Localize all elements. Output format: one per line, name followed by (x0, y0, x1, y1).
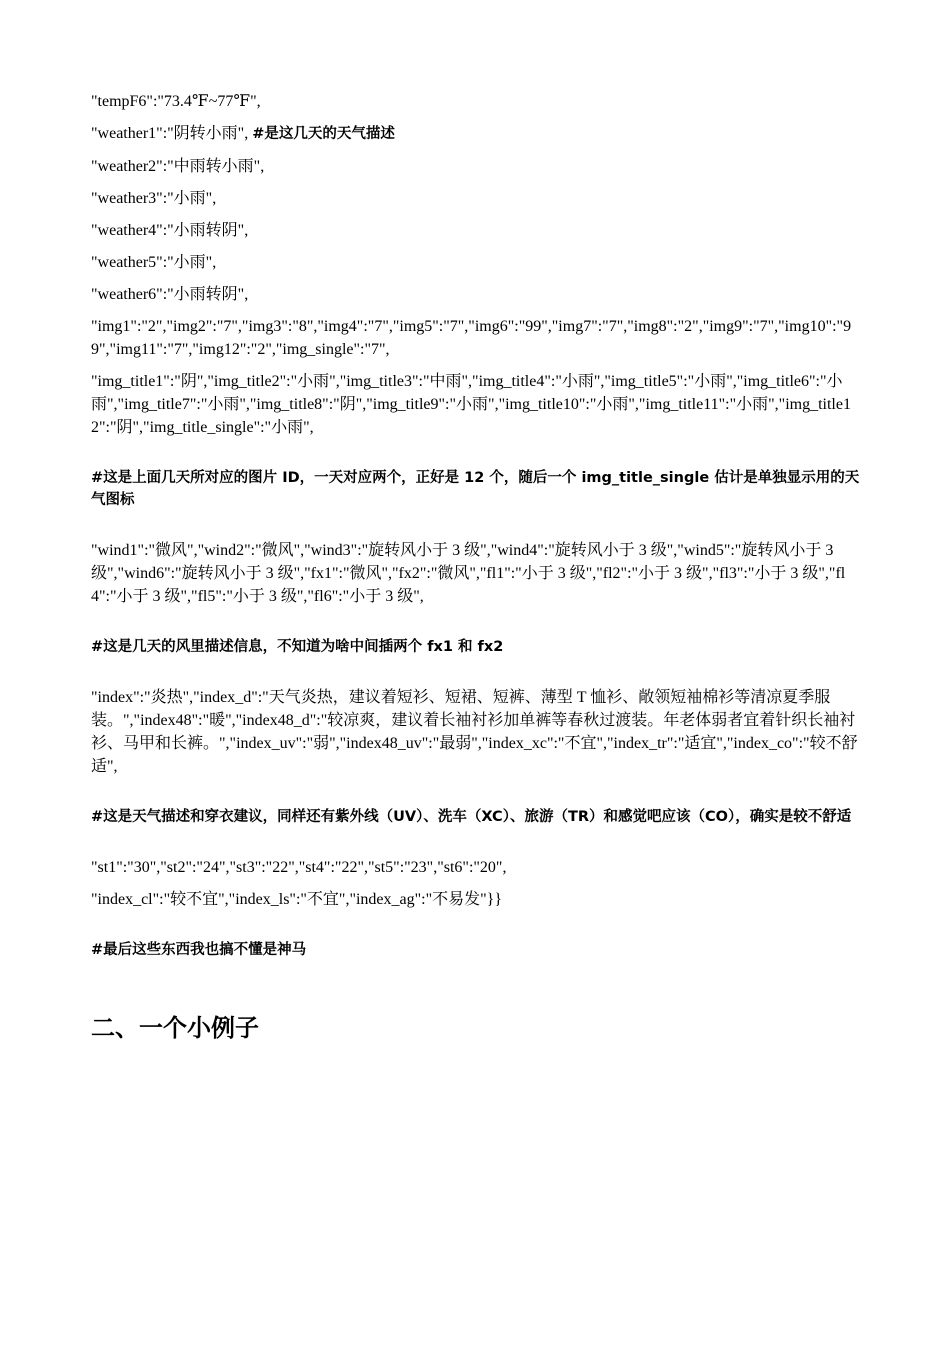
line-st: "st1":"30","st2":"24","st3":"22","st4":"22","st5":"23","st6":"20", (91, 859, 507, 876)
line-weather1 (91, 122, 863, 146)
line-weather6: "weather6":"小雨转阴", (91, 286, 249, 303)
weather1-text: "weather1":"阴转小雨", (91, 125, 253, 142)
line-wind: "wind1":"微风","wind2":"微风","wind3":"旋转风小于 3 级","wind4":"旋转风小于 3 级","wind5":"旋转风小于 3 级","wind6":"旋转风小于 3 级","fx1":"微风","fx2":"微风","fl1":"小于 3 级","fl2":"小于 3 级","fl3":"小于 3 级","fl4":"小于 3 级","fl5":"小于 3 级","fl6":"小于 3 级", (91, 542, 846, 605)
document-page (91, 90, 863, 1045)
comment-index: #这是天气描述和穿衣建议，同样还有紫外线（UV）、洗车（XC）、旅游（TR）和感觉吧应该（CO），确实是较不舒适 (91, 809, 852, 825)
line-img-title: "img_title1":"阴","img_title2":"小雨","img_title3":"中雨","img_title4":"小雨","img_title5":"小雨","img_title6":"小雨","img_title7":"小雨","img_title8":"阴","img_title9":"小雨","img_title10":"小雨","img_title11":"小雨","img_title12":"阴","img_title_single":"小雨", (91, 373, 851, 436)
line-index-cl: "index_cl":"较不宜","index_ls":"不宜","index_ag":"不易发"}} (91, 891, 503, 908)
line-weather5: "weather5":"小雨", (91, 254, 217, 271)
comment-last: #最后这些东西我也搞不懂是神马 (91, 942, 307, 958)
comment-img: #这是上面几天所对应的图片 ID，一天对应两个，正好是 12 个，随后一个 img_title_single 估计是单独显示用的天气图标 (91, 470, 860, 508)
line-weather2: "weather2":"中雨转小雨", (91, 158, 265, 175)
line-weather4: "weather4":"小雨转阴", (91, 222, 249, 239)
weather1-comment: #是这几天的天气描述 (252, 126, 395, 142)
line-tempf6: "tempF6":"73.4℉~77℉", (91, 93, 261, 110)
line-index: "index":"炎热","index_d":"天气炎热，建议着短衫、短裙、短裤、薄型 T 恤衫、敞领短袖棉衫等清凉夏季服装。","index48":"暖","index48_d":"较凉爽，建议着长袖衬衫加单裤等春秋过渡装。年老体弱者宜着针织长袖衬衫、马甲和长裤。","index_uv":"弱","index48_uv":"最弱","index_xc":"不宜","index_tr":"适宜","index_co":"较不舒适", (91, 689, 858, 775)
line-img: "img1":"2","img2":"7","img3":"8","img4":"7","img5":"7","img6":"99","img7":"7","img8":"2","img9":"7","img10":"99","img11":"7","img12":"2","img_single":"7", (91, 318, 852, 358)
comment-wind: #这是几天的风里描述信息，不知道为啥中间插两个 fx1 和 fx2 (91, 639, 504, 655)
section-heading: 二、一个小例子 (91, 1014, 259, 1042)
line-weather3: "weather3":"小雨", (91, 190, 217, 207)
